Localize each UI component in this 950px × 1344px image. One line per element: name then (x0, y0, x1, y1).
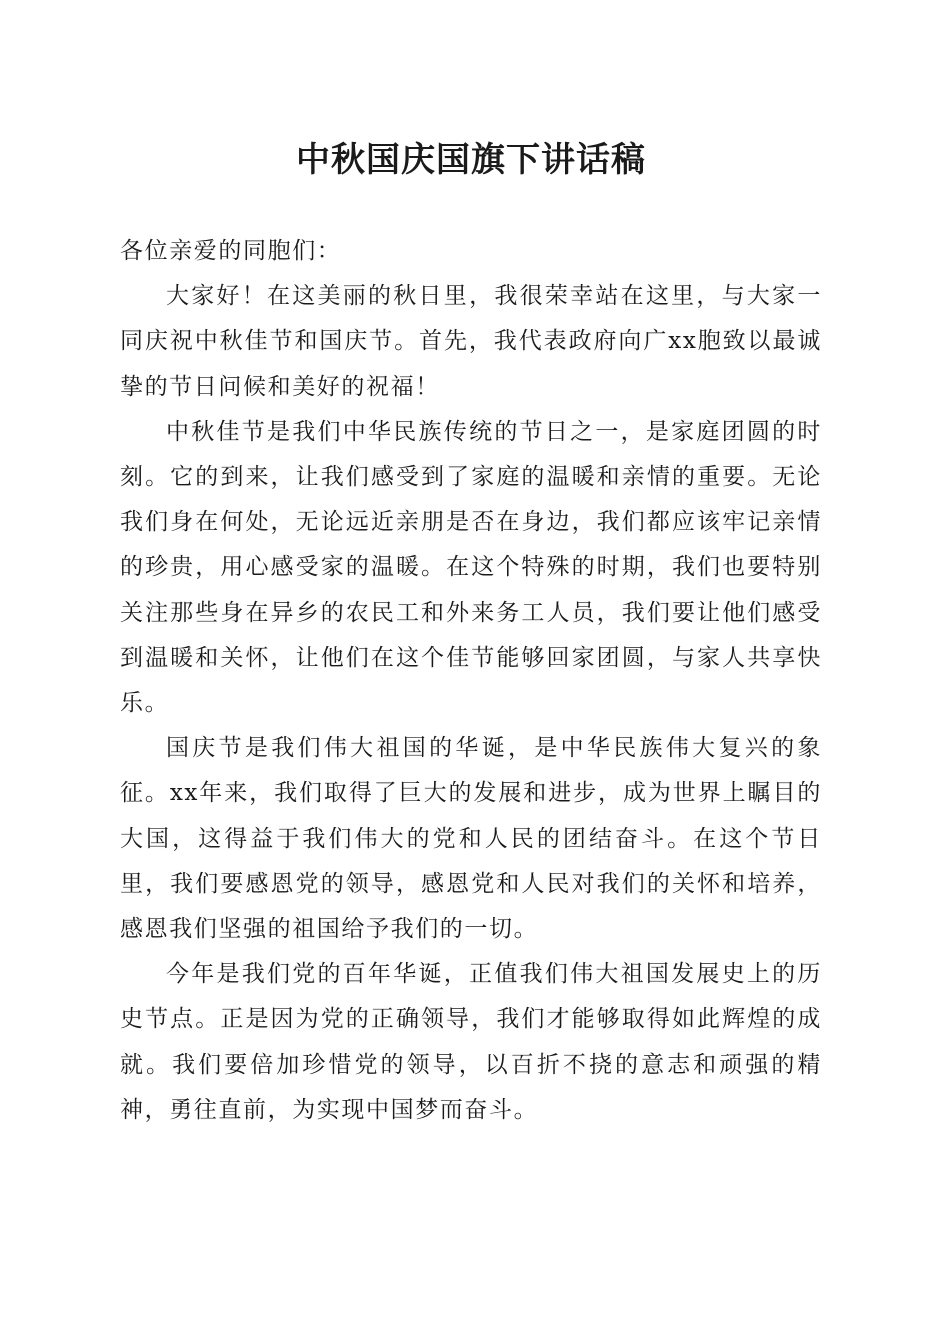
document-body (120, 229, 822, 1133)
paragraph-4: 今年是我们党的百年华诞，正值我们伟大祖国发展史上的历史节点。正是因为党的正确领导，我们才能够取得如此辉煌的成就。我们要倍加珍惜党的领导，以百折不挠的意志和顽强的精神，勇往直前，为实现中国梦而奋斗。 (120, 961, 822, 1123)
paragraph-3: 国庆节是我们伟大祖国的华诞，是中华民族伟大复兴的象征。xx年来，我们取得了巨大的发展和进步，成为世界上瞩目的大国，这得益于我们伟大的党和人民的团结奋斗。在这个节日里，我们要感恩党的领导，感恩党和人民对我们的关怀和培养，感恩我们坚强的祖国给予我们的一切。 (120, 735, 822, 943)
paragraph-2: 中秋佳节是我们中华民族传统的节日之一，是家庭团圆的时刻。它的到来，让我们感受到了家庭的温暖和亲情的重要。无论我们身在何处，无论远近亲朋是否在身边，我们都应该牢记亲情的珍贵，用心感受家的温暖。在这个特殊的时期，我们也要特别关注那些身在异乡的农民工和外来务工人员，我们要让他们感受到温暖和关怀，让他们在这个佳节能够回家团圆，与家人共享快乐。 (120, 418, 822, 717)
greeting-line: 各位亲爱的同胞们： (120, 238, 342, 264)
paragraph-1: 大家好！在这美丽的秋日里，我很荣幸站在这里，与大家一同庆祝中秋佳节和国庆节。首先，我代表政府向广xx胞致以最诚挚的节日问候和美好的祝福！ (120, 283, 822, 400)
document-title: 中秋国庆国旗下讲话稿 (296, 140, 646, 180)
